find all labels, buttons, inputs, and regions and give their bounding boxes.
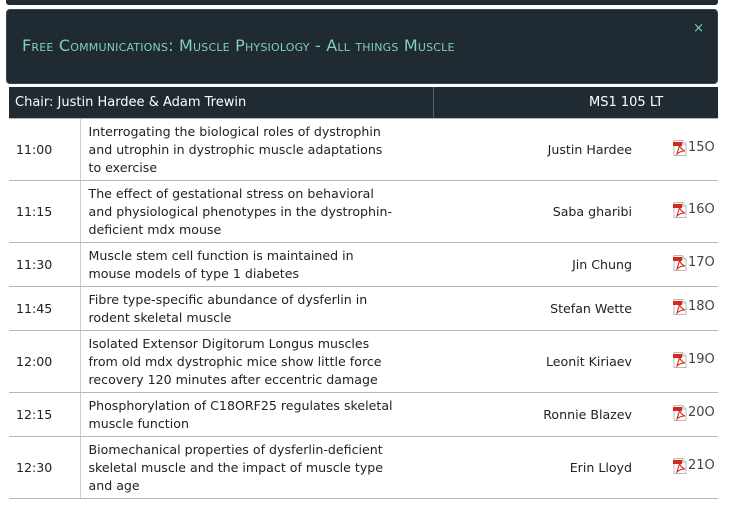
- table-row: [9, 331, 718, 393]
- abstract-code: 19O: [688, 351, 715, 367]
- talk-abstract-cell: [635, 331, 718, 393]
- talk-title-line: Muscle stem cell function is maintained in: [88, 247, 354, 263]
- talk-abstract-cell: [635, 287, 718, 331]
- abstract-pdf-link[interactable]: [673, 404, 715, 422]
- abstract-code: 18O: [688, 298, 715, 314]
- talk-title-line: and age: [88, 477, 140, 493]
- talk-abstract-cell: [635, 243, 718, 287]
- close-button[interactable]: ×: [693, 21, 704, 36]
- talk-title-line: from old mdx dystrophic mice show little force: [88, 353, 382, 369]
- pdf-icon: [673, 299, 687, 315]
- chair-label: Chair: Justin Hardee & Adam Trewin: [15, 95, 247, 110]
- talk-title: [80, 181, 507, 243]
- talk-time: 11:00: [9, 119, 80, 181]
- talk-time: 11:15: [9, 181, 80, 243]
- chair-divider: [433, 87, 434, 118]
- talk-time: 12:00: [9, 331, 80, 393]
- talk-title-line: rodent skeletal muscle: [88, 309, 232, 325]
- abstract-pdf-link[interactable]: [673, 351, 715, 369]
- talk-title-line: to exercise: [88, 159, 158, 175]
- talk-title-line: Biomechanical properties of dysferlin-deficient: [88, 441, 383, 457]
- table-row: [9, 181, 718, 243]
- abstract-code: 17O: [688, 254, 715, 270]
- schedule-body: [9, 119, 718, 499]
- abstract-code: 20O: [688, 404, 715, 420]
- talk-speaker: Justin Hardee: [507, 119, 635, 181]
- talk-title: [80, 437, 507, 499]
- table-row: [9, 393, 718, 437]
- pdf-icon: [673, 202, 687, 218]
- room-label: MS1 105 LT: [589, 95, 664, 110]
- talk-title-line: skeletal muscle and the impact of muscle type: [88, 459, 384, 475]
- talk-title-line: recovery 120 minutes after eccentric damage: [88, 371, 378, 387]
- talk-title-line: The effect of gestational stress on behavioral: [88, 185, 374, 201]
- talk-abstract-cell: [635, 437, 718, 499]
- talk-title-line: Interrogating the biological roles of dystrophin: [88, 123, 381, 139]
- talk-title: [80, 243, 507, 287]
- abstract-code: 15O: [688, 139, 715, 155]
- abstract-code: 16O: [688, 201, 715, 217]
- talk-speaker: Stefan Wette: [507, 287, 635, 331]
- abstract-code: 21O: [688, 457, 715, 473]
- talk-abstract-cell: [635, 393, 718, 437]
- top-strip: [6, 0, 718, 5]
- talk-abstract-cell: [635, 119, 718, 181]
- talk-title-line: muscle function: [88, 415, 189, 431]
- talk-title-line: Isolated Extensor Digitorum Longus muscles: [88, 335, 370, 351]
- talk-title-line: Fibre type-specific abundance of dysferlin in: [88, 291, 368, 307]
- talk-title-line: mouse models of type 1 diabetes: [88, 265, 300, 281]
- pdf-icon: [673, 352, 687, 368]
- pdf-icon: [673, 255, 687, 271]
- talk-title-line: deficient mdx mouse: [88, 221, 222, 237]
- talk-time: 11:30: [9, 243, 80, 287]
- schedule-table: [9, 118, 718, 499]
- table-row: [9, 243, 718, 287]
- abstract-pdf-link[interactable]: [673, 457, 715, 475]
- table-row: [9, 119, 718, 181]
- talk-title-line: and utrophin in dystrophic muscle adaptations: [88, 141, 383, 157]
- pdf-icon: [673, 458, 687, 474]
- talk-title-line: and physiological phenotypes in the dystrophin-: [88, 203, 393, 219]
- talk-speaker: Leonit Kiriaev: [507, 331, 635, 393]
- abstract-pdf-link[interactable]: [673, 298, 715, 316]
- talk-title: [80, 119, 507, 181]
- pdf-icon: [673, 140, 687, 156]
- table-row: [9, 287, 718, 331]
- chair-bar: [9, 87, 718, 118]
- talk-speaker: Jin Chung: [507, 243, 635, 287]
- pdf-icon: [673, 405, 687, 421]
- talk-time: 12:30: [9, 437, 80, 499]
- abstract-pdf-link[interactable]: [673, 139, 715, 157]
- table-row: [9, 437, 718, 499]
- session-header: [6, 9, 718, 84]
- abstract-pdf-link[interactable]: [673, 254, 715, 272]
- talk-abstract-cell: [635, 181, 718, 243]
- talk-title: [80, 331, 507, 393]
- talk-title: [80, 393, 507, 437]
- talk-speaker: Saba gharibi: [507, 181, 635, 243]
- talk-speaker: Erin Lloyd: [507, 437, 635, 499]
- talk-title: [80, 287, 507, 331]
- talk-time: 12:15: [9, 393, 80, 437]
- talk-title-line: Phosphorylation of C18ORF25 regulates skeletal: [88, 397, 393, 413]
- abstract-pdf-link[interactable]: [673, 201, 715, 219]
- talk-speaker: Ronnie Blazev: [507, 393, 635, 437]
- talk-time: 11:45: [9, 287, 80, 331]
- session-title: Free Communications: Muscle Physiology - All things Muscle: [22, 36, 455, 55]
